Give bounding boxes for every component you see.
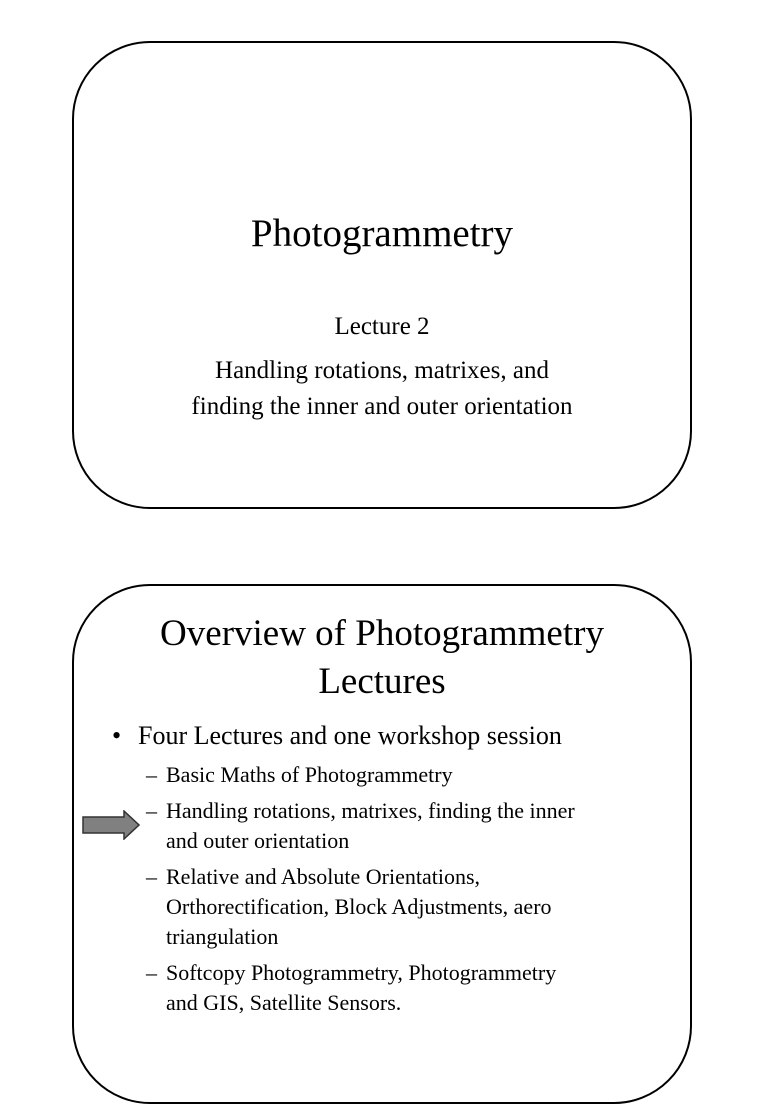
bullet-item — [112, 720, 562, 752]
dash-marker: – — [146, 798, 157, 823]
lecture-number: Lecture 2 — [334, 313, 430, 340]
title-line: Overview of Photogrammetry — [160, 613, 604, 654]
sub-item — [146, 760, 646, 790]
title-line: Lectures — [318, 661, 446, 702]
bullet-marker: • — [112, 721, 122, 750]
slide-title: Photogrammetry — [250, 212, 514, 255]
sub-item-line: Basic Maths of Photogrammetry — [166, 762, 453, 787]
dash-marker: – — [146, 762, 157, 787]
sub-item-line: Relative and Absolute Orientations, — [166, 864, 481, 889]
sub-item — [146, 862, 646, 952]
subtitle-line: finding the inner and outer orientation — [191, 393, 573, 420]
title-slide — [72, 41, 692, 509]
bullet-text: Four Lectures and one workshop session — [138, 721, 562, 750]
dash-marker: – — [146, 960, 157, 985]
sub-item-line: Orthorectification, Block Adjustments, aero — [166, 894, 552, 919]
overview-slide — [72, 584, 692, 1104]
right-arrow-icon — [82, 810, 140, 840]
sub-list — [146, 760, 646, 1024]
subtitle-line: Handling rotations, matrixes, and — [215, 357, 549, 384]
sub-item-line: Handling rotations, matrixes, finding the inner — [166, 798, 575, 823]
sub-item-line: triangulation — [166, 924, 279, 949]
slide-title — [74, 610, 690, 706]
sub-item — [146, 958, 646, 1018]
lecture-subtitle — [74, 353, 690, 425]
sub-item-line: and outer orientation — [166, 828, 350, 853]
dash-marker: – — [146, 864, 157, 889]
sub-item-line: and GIS, Satellite Sensors. — [166, 990, 402, 1015]
sub-item-current — [146, 796, 646, 856]
sub-item-line: Softcopy Photogrammetry, Photogrammetry — [166, 960, 557, 985]
